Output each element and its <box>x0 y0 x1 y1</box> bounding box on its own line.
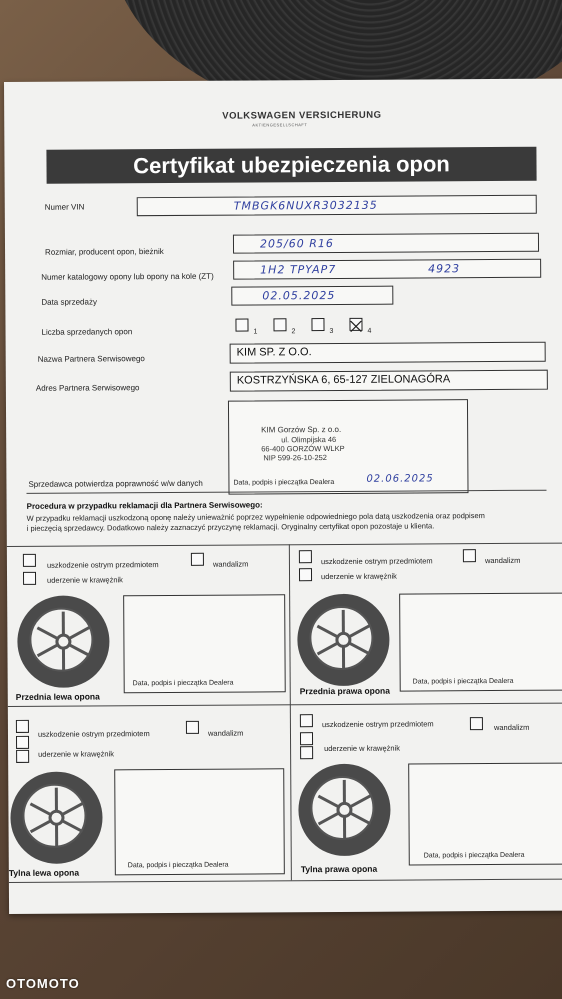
tyre1-vandalism-label: wandalizm <box>212 559 249 569</box>
tyre4-vandalism-label: wandalizm <box>493 722 530 733</box>
address-value: KOSTRZYŃSKA 6, 65-127 ZIELONAGÓRA <box>236 373 451 387</box>
grid-line <box>289 544 292 880</box>
tyre2-signature-box[interactable] <box>399 593 562 692</box>
size-value: 205/60 R16 <box>259 236 334 251</box>
certificate-paper <box>4 79 562 914</box>
tyre3-signature-caption: Data, podpis i pieczątka Dealera <box>127 861 229 870</box>
tyre1-curb-checkbox[interactable] <box>23 572 36 585</box>
tyre4-sharp-object-label: uszkodzenie ostrym przedmiotem <box>321 719 434 730</box>
stamp-line-1: KIM Gorzów Sp. z o.o. <box>261 424 342 435</box>
page-title: Certyfikat ubezpieczenia opon <box>133 151 450 179</box>
tyre2-vandalism-label: wandalizm <box>484 555 521 566</box>
tyre1-sharp-object-label: uszkodzenie ostrym przedmiotem <box>46 560 159 570</box>
tyre3-curb-checkbox-2[interactable] <box>16 750 29 763</box>
count-checkbox-3[interactable] <box>311 318 324 331</box>
tyre2-signature-caption: Data, podpis i pieczątka Dealera <box>412 677 514 686</box>
catalog-value: 1H2 TPYAP7 <box>260 262 337 277</box>
tyre4-vandalism-checkbox[interactable] <box>470 717 483 730</box>
tyre4-wheel-icon <box>298 764 391 857</box>
tyre3-vandalism-label: wandalizm <box>207 728 244 738</box>
count-option-2: 2 <box>291 328 296 336</box>
tyre2-title: Przednia prawa opona <box>299 685 390 697</box>
tyre4-curb-checkbox-2[interactable] <box>300 746 313 759</box>
count-checkbox-4[interactable] <box>349 318 362 331</box>
tyre3-sharp-object-label: uszkodzenie ostrym przedmiotem <box>37 729 150 739</box>
count-option-3: 3 <box>329 327 334 336</box>
address-label: Adres Partnera Serwisowego <box>35 383 140 393</box>
tyre1-sharp-object-checkbox[interactable] <box>23 554 36 567</box>
tyre1-vandalism-checkbox[interactable] <box>191 553 204 566</box>
grid-line <box>8 703 562 707</box>
tyre4-title: Tylna prawa opona <box>300 863 378 875</box>
confirm-label: Sprzedawca potwierdza poprawność w/w danych <box>28 478 203 489</box>
stamp-line-3: 66-400 GORZÓW WLKP <box>261 443 345 454</box>
tyre3-signature-box[interactable] <box>114 768 285 875</box>
tyre3-sharp-object-checkbox[interactable] <box>16 720 29 733</box>
catalog-label: Numer katalogowy opony lub opony na kole (ZT) <box>41 271 214 282</box>
vin-label: Numer VIN <box>44 202 85 212</box>
procedure-title: Procedura w przypadku reklamacji dla Partnera Serwisowego: <box>26 500 263 511</box>
tyre3-curb-checkbox[interactable] <box>16 736 29 749</box>
tyre4-curb-label: uderzenie w krawężnik <box>324 743 400 754</box>
address-field[interactable] <box>230 370 548 392</box>
stamp-caption: Data, podpis i pieczątka Dealera <box>233 478 335 487</box>
stamp-line-2: ul. Olimpijska 46 <box>281 434 337 445</box>
tyre1-signature-caption: Data, podpis i pieczątka Dealera <box>132 679 234 688</box>
tyre2-sharp-object-checkbox[interactable] <box>299 550 312 563</box>
brand-subtitle: AKTIENGESELLSCHAFT <box>252 122 308 128</box>
stamp-line-4: NIP 599-26-10-252 <box>263 453 327 463</box>
tyre2-vandalism-checkbox[interactable] <box>463 549 476 562</box>
procedure-text-1: W przypadku reklamacji uszkodzoną oponę należy unieważnić poprzez wypełnienie odpowiedniego pola datą uszkodzenia oraz podpisem <box>26 511 485 523</box>
tyre3-wheel-icon <box>10 771 103 864</box>
check-mark-icon <box>350 321 361 332</box>
sale-date-label: Data sprzedaży <box>41 297 97 307</box>
procedure-text-2: i pieczęcią sprzedawcy. Dodatkowo należy zaznaczyć przyczynę reklamacji. Oryginalny certyfikat opon pozostaje u klienta. <box>26 521 435 533</box>
tyre1-curb-label: uderzenie w krawężnik <box>47 575 123 585</box>
catalog-field[interactable] <box>233 259 541 280</box>
size-field[interactable] <box>233 233 539 254</box>
tyre3-title: Tylna lewa opona <box>8 867 80 878</box>
tyre4-signature-caption: Data, podpis i pieczątka Dealera <box>423 851 525 860</box>
tyre1-wheel-icon <box>17 595 110 688</box>
size-label: Rozmiar, producent opon, bieżnik <box>45 247 164 257</box>
confirm-date: 02.06.2025 <box>366 473 434 485</box>
count-option-1: 1 <box>253 328 258 336</box>
tyre2-sharp-object-label: uszkodzenie ostrym przedmiotem <box>320 556 433 567</box>
watermark-logo: OTOMOTO <box>6 976 80 991</box>
tyre4-sharp-object-checkbox[interactable] <box>300 714 313 727</box>
count-label: Liczba sprzedanych opon <box>41 327 133 337</box>
tyre3-vandalism-checkbox[interactable] <box>186 721 199 734</box>
tyre2-curb-label: uderzenie w krawężnik <box>320 571 397 582</box>
tyre3-curb-label: uderzenie w krawężnik <box>38 749 115 759</box>
tyre4-curb-checkbox[interactable] <box>300 732 313 745</box>
count-checkbox-1[interactable] <box>235 319 248 332</box>
tyre2-wheel-icon <box>297 594 390 687</box>
title-bar <box>46 147 536 184</box>
partner-field[interactable] <box>230 342 546 364</box>
vin-field[interactable] <box>137 195 537 216</box>
count-checkbox-2[interactable] <box>273 318 286 331</box>
partner-label: Nazwa Partnera Serwisowego <box>37 354 145 364</box>
vin-value: TMBGK6NUXR3032135 <box>233 198 378 213</box>
catalog-value-2: 4923 <box>428 262 461 276</box>
sale-date-value: 02.05.2025 <box>262 288 336 303</box>
brand-name: VOLKSWAGEN VERSICHERUNG <box>222 109 382 122</box>
grid-line <box>9 879 562 883</box>
tyre1-signature-box[interactable] <box>123 594 286 693</box>
tyre4-signature-box[interactable] <box>408 763 562 866</box>
tyre2-curb-checkbox[interactable] <box>299 568 312 581</box>
sale-date-field[interactable] <box>231 286 393 306</box>
tyre1-title: Przednia lewa opona <box>15 691 100 702</box>
count-option-4: 4 <box>367 327 372 335</box>
grid-line <box>7 543 562 547</box>
partner-value: KIM SP. Z O.O. <box>236 346 312 359</box>
